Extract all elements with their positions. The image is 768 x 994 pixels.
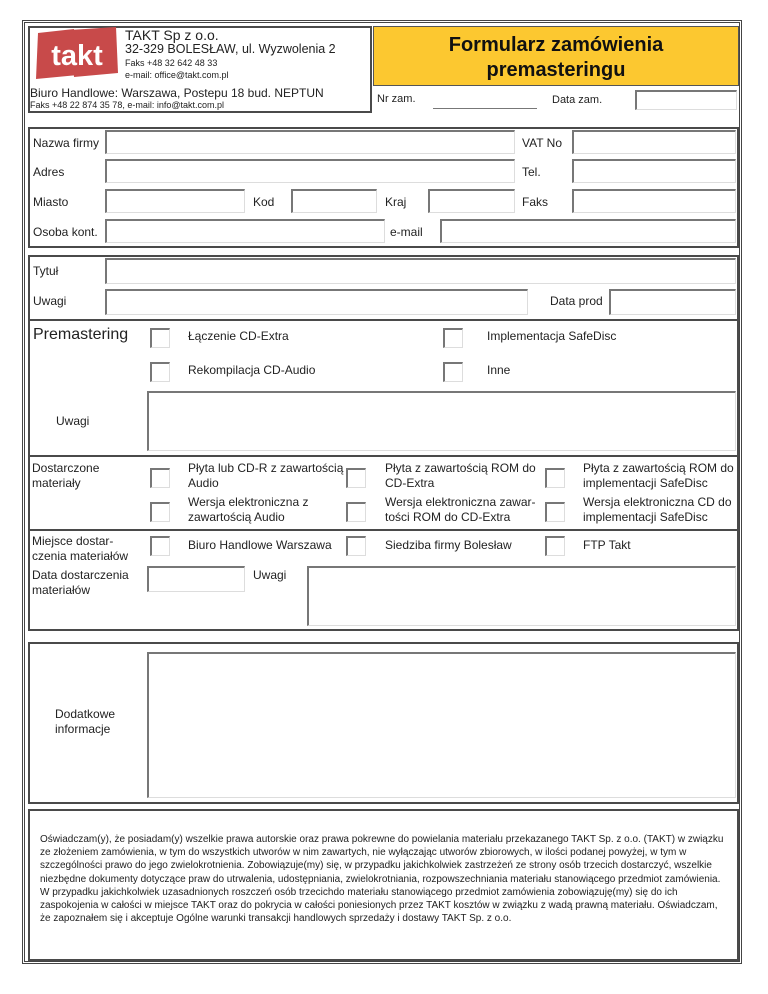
- production-date-label: Data prod: [550, 294, 603, 308]
- country-label: Kraj: [385, 195, 407, 209]
- email-label: e-mail: [390, 225, 423, 239]
- company-address: 32-329 BOLESŁAW, ul. Wyzwolenia 2: [125, 42, 336, 56]
- material-option-3: Płyta z zawartością ROM do implementacji SafeDisc: [583, 461, 734, 490]
- fax-field[interactable]: [572, 189, 736, 213]
- notes-label: Uwagi: [33, 294, 67, 308]
- premastering-notes-label: Uwagi: [56, 414, 90, 428]
- company-fax: Faks +48 32 642 48 33: [125, 58, 218, 68]
- takt-logo: [34, 27, 120, 81]
- delivery-option-ftp: FTP Takt: [583, 538, 631, 552]
- delivery-date-field[interactable]: [147, 566, 245, 592]
- declaration-text: Oświadczam(y), że posiadam(y) wszelkie prawa autorskie oraz prawa pokrewne do powielania materiału przekazanego TAKT Sp. z o.o. (TAKT) w związku ze złożeniem zamówienia, w tym do wszystkich utworów w nim zawartych, nie wyłączając utworów zbiorowych, w ilości podanej powyżej, w tym w szczególności prawo do jego zwielokrotnienia. Zobowiązuje(my) się, w przypadku jakichkolwiek zastrzeżeń ze strony osób trzecich dostarczyć, wszelkie niezbędne dokumenty dotyczące praw do utrwalenia, udostępniania, zwielokrotniania, rozpowszechniania materiału stanowiącego przedmiot zamówienia. W przypadku jakichkolwiek uzasadnionych roszczeń osób trzecichdo materiału stanowiącego przedmiot zamówienia zobowiązuję(my) się do ich zaspokojenia w całości w miejsce TAKT oraz do pokrycia w całości poniesionych przez TAKT kosztów w związku z wadą prawną materiału. Oświadczam, że zapoznałem się i akceptuje Ogólne warunki transakcji handlowych sprzedaży i dostawy TAKT Sp. z o.o.: [40, 834, 724, 925]
- divider-materials: [28, 455, 739, 457]
- material-option-6: Wersja elektroniczna CD do implementacji SafeDisc: [583, 495, 732, 524]
- order-date-field[interactable]: [635, 90, 737, 110]
- option-safedisc: Implementacja SafeDisc: [487, 329, 617, 343]
- order-date-label: Data zam.: [552, 94, 603, 106]
- fax-label: Faks: [522, 195, 549, 209]
- checkbox-material-4[interactable]: [150, 502, 170, 522]
- material-option-2: Płyta z zawartością ROM do CD-Extra: [385, 461, 536, 490]
- title-field[interactable]: [105, 258, 736, 284]
- city-field[interactable]: [105, 189, 245, 213]
- country-field[interactable]: [428, 189, 515, 213]
- delivery-notes-label: Uwagi: [253, 568, 287, 582]
- option-cd-audio: Rekompilacja CD-Audio: [188, 363, 316, 377]
- material-option-1: Płyta lub CD-R z zawartością Audio: [188, 461, 344, 490]
- order-number-label: Nr zam.: [377, 93, 416, 105]
- premastering-heading: Premastering: [33, 326, 129, 343]
- checkbox-delivery-ftp[interactable]: [545, 536, 565, 556]
- divider-delivery-place: [28, 529, 739, 531]
- office-address: Biuro Handlowe: Warszawa, Postepu 18 bud. NEPTUN: [30, 86, 324, 100]
- divider-premastering: [28, 319, 739, 321]
- premastering-notes-field[interactable]: [147, 391, 736, 451]
- notes-field[interactable]: [105, 289, 528, 315]
- production-date-field[interactable]: [609, 289, 736, 315]
- checkbox-delivery-warsaw[interactable]: [150, 536, 170, 556]
- company-email: e-mail: office@takt.com.pl: [125, 70, 229, 80]
- city-label: Miasto: [33, 195, 69, 209]
- delivery-notes-field[interactable]: [307, 566, 736, 626]
- form-title: [373, 26, 739, 86]
- checkbox-cd-audio[interactable]: [150, 362, 170, 382]
- vat-label: VAT No: [522, 136, 563, 150]
- company-name-label: Nazwa firmy: [33, 136, 100, 150]
- form-title-line2: premasteringu: [486, 59, 626, 81]
- title-label: Tytuł: [33, 264, 59, 278]
- delivery-date-label: Data dostarczenia materiałów: [32, 568, 129, 597]
- delivery-option-boleslaw: Siedziba firmy Bolesław: [385, 538, 512, 552]
- address-label: Adres: [33, 165, 65, 179]
- checkbox-material-5[interactable]: [346, 502, 366, 522]
- svg-text:takt: takt: [51, 40, 103, 72]
- order-number-field[interactable]: [433, 108, 537, 109]
- company-name-field[interactable]: [105, 130, 515, 154]
- office-contact: Faks +48 22 874 35 78, e-mail: info@takt.com.pl: [30, 100, 224, 110]
- phone-field[interactable]: [572, 159, 736, 183]
- checkbox-cd-extra[interactable]: [150, 328, 170, 348]
- option-cd-extra: Łączenie CD-Extra: [188, 329, 289, 343]
- postal-code-field[interactable]: [291, 189, 377, 213]
- additional-info-label: Dodatkowe informacje: [55, 707, 116, 736]
- form-title-line1: Formularz zamówienia: [448, 34, 664, 56]
- vat-field[interactable]: [572, 130, 736, 154]
- phone-label: Tel.: [522, 165, 541, 179]
- contact-person-label: Osoba kont.: [33, 225, 98, 239]
- company-name: TAKT Sp z o.o.: [125, 27, 219, 43]
- checkbox-material-6[interactable]: [545, 502, 565, 522]
- postal-code-label: Kod: [253, 195, 275, 209]
- checkbox-material-2[interactable]: [346, 468, 366, 488]
- checkbox-other[interactable]: [443, 362, 463, 382]
- material-option-5: Wersja elektroniczna zawar-tości ROM do CD-Extra: [385, 495, 536, 524]
- contact-person-field[interactable]: [105, 219, 385, 243]
- checkbox-safedisc[interactable]: [443, 328, 463, 348]
- email-field[interactable]: [440, 219, 736, 243]
- option-other: Inne: [487, 363, 511, 377]
- delivery-place-heading: Miejsce dostar-czenia materiałów: [32, 534, 129, 563]
- checkbox-material-3[interactable]: [545, 468, 565, 488]
- material-option-4: Wersja elektroniczna z zawartością Audio: [188, 495, 309, 524]
- additional-info-field[interactable]: [147, 652, 736, 798]
- materials-heading: Dostarczone materiały: [32, 461, 100, 490]
- address-field[interactable]: [105, 159, 515, 183]
- checkbox-delivery-boleslaw[interactable]: [346, 536, 366, 556]
- delivery-option-warsaw: Biuro Handlowe Warszawa: [188, 538, 332, 552]
- checkbox-material-1[interactable]: [150, 468, 170, 488]
